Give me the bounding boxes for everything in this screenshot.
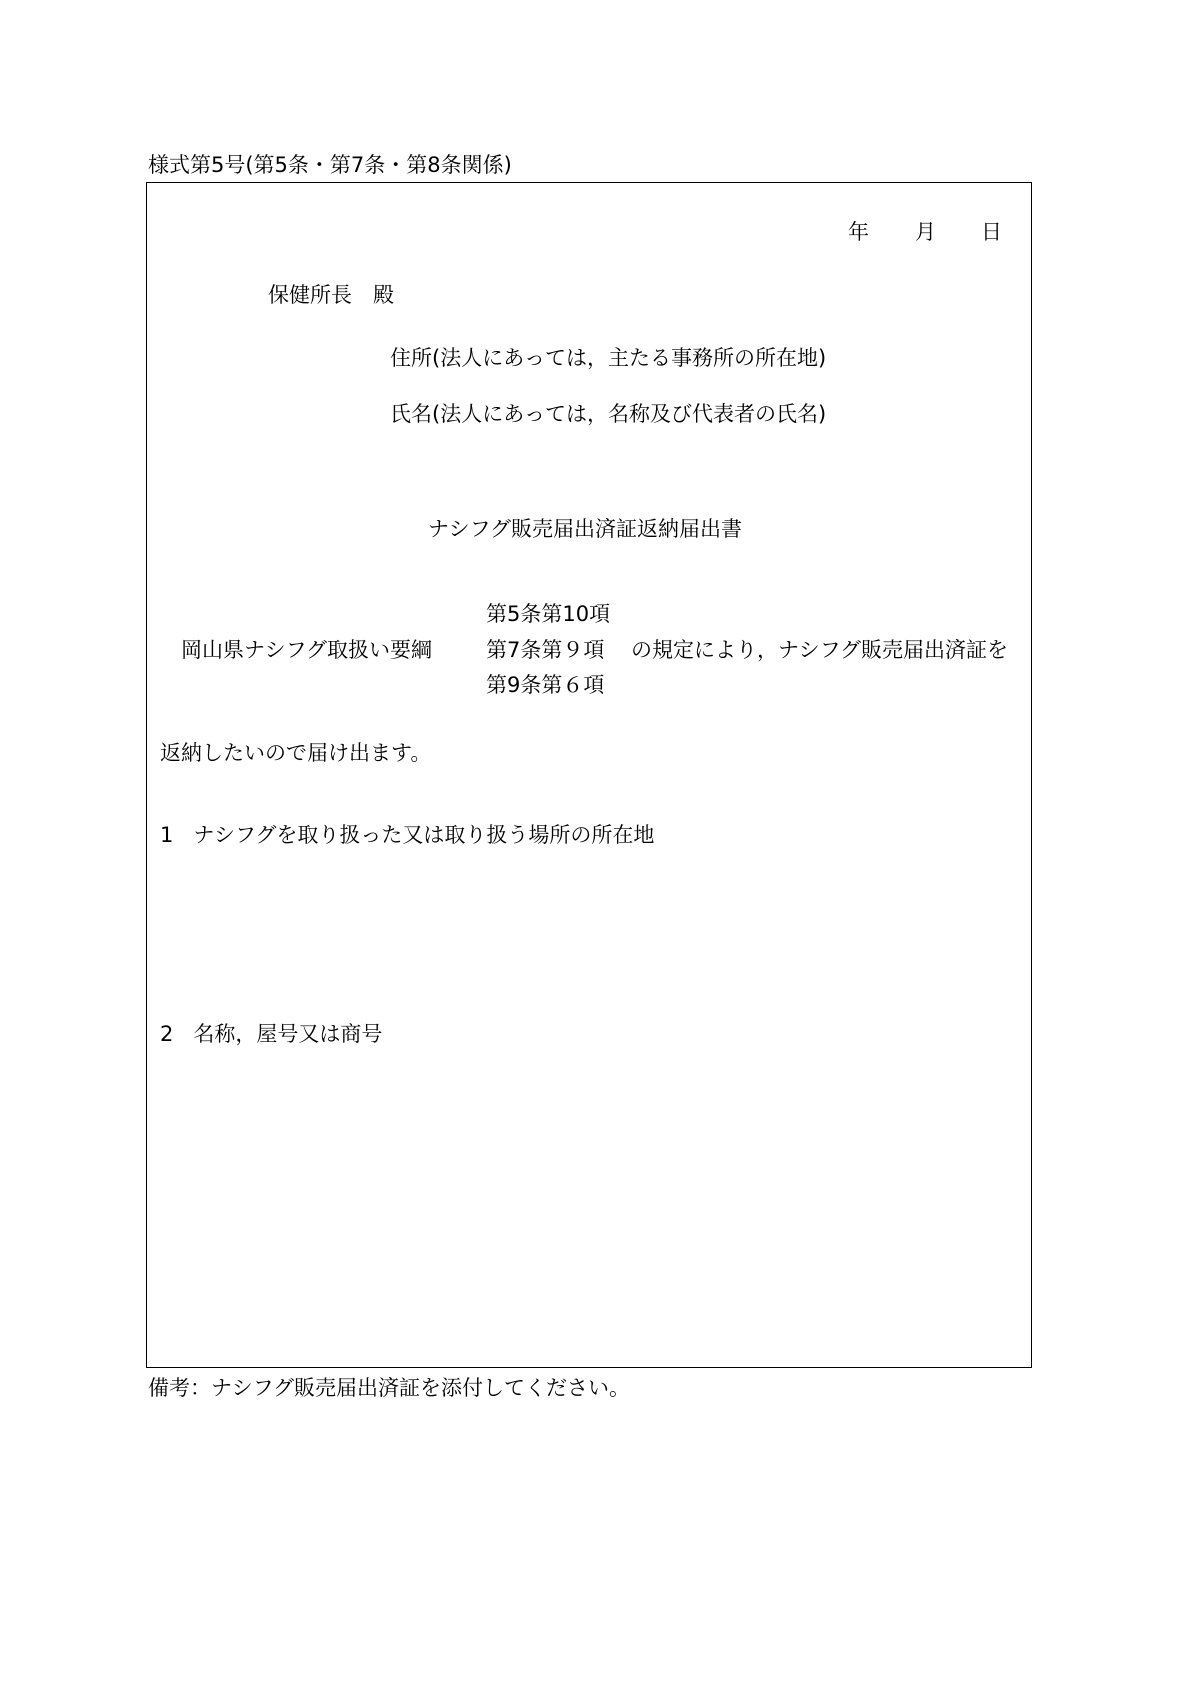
date-year: 年	[848, 220, 869, 244]
item-1-number: 1	[160, 823, 174, 847]
item-2-text: 名称，屋号又は商号	[193, 1022, 383, 1046]
form-number: 様式第5号(第5条・第7条・第8条関係)	[148, 153, 512, 177]
item-2-number: 2	[160, 1022, 174, 1046]
date-line	[848, 222, 1002, 243]
addressee: 保健所長 殿	[268, 283, 394, 307]
note: 備考：ナシフグ販売届出済証を添付してください。	[148, 1376, 630, 1400]
clause-2: 第7条第９項	[486, 638, 605, 662]
regulation-name: 岡山県ナシフグ取扱い要綱	[181, 638, 432, 662]
item-1-text: ナシフグを取り扱った又は取り扱う場所の所在地	[193, 823, 655, 847]
body-closing: 返納したいので届け出ます。	[160, 741, 432, 765]
document-title: ナシフグ販売届出済証返納届出書	[428, 517, 742, 541]
applicant-address-label: 住所(法人にあっては，主たる事務所の所在地)	[390, 346, 827, 370]
item-2	[160, 1024, 382, 1045]
item-1	[160, 825, 654, 846]
applicant-name-label: 氏名(法人にあっては，名称及び代表者の氏名)	[390, 402, 827, 426]
body-continuation: の規定により，ナシフグ販売届出済証を	[631, 638, 1008, 662]
date-month: 月	[915, 220, 936, 244]
date-day: 日	[981, 220, 1002, 244]
clause-1: 第5条第10項	[486, 602, 611, 626]
clause-3: 第9条第６項	[486, 673, 605, 697]
